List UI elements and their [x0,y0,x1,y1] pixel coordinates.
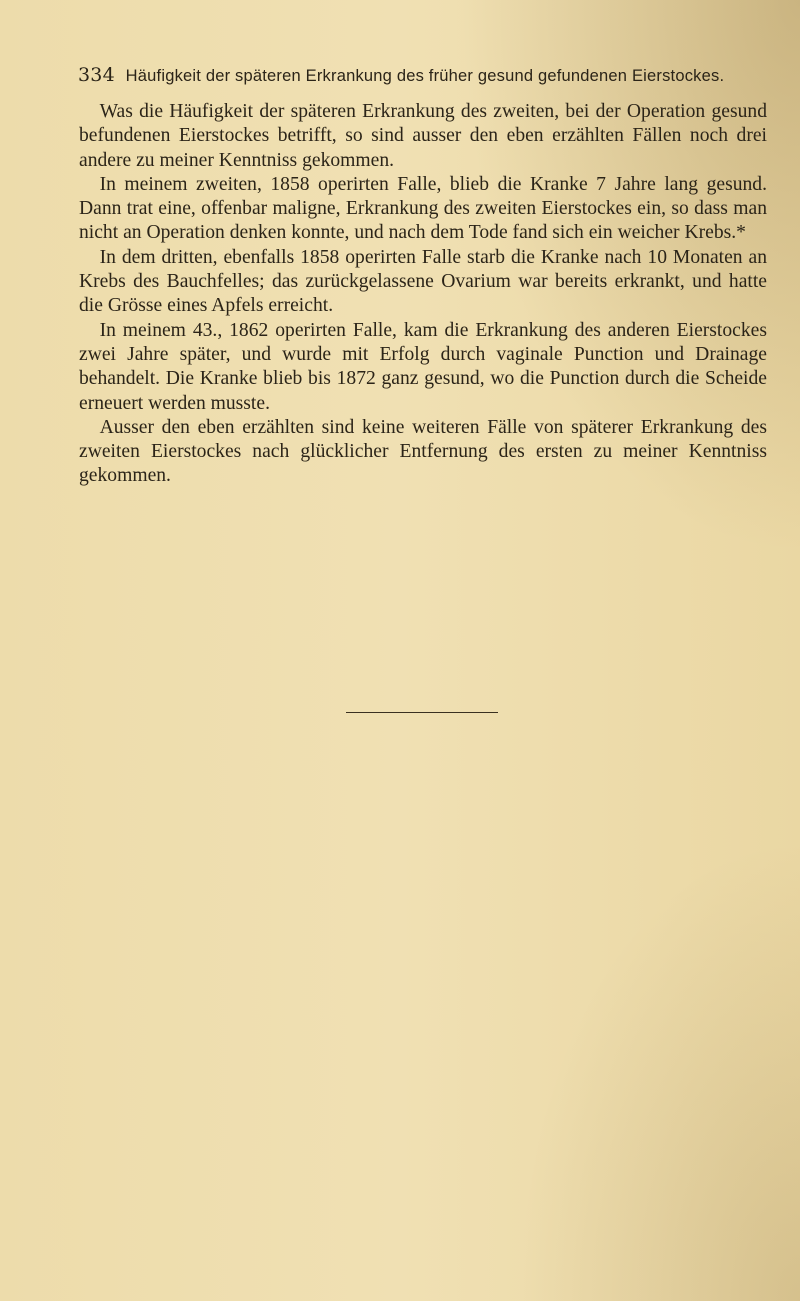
body-text [79,100,767,489]
paragraph: In meinem 43., 1862 operirten Falle, kam die Erkrankung des anderen Eierstockes zwei Jahre später, und wurde mit Erfolg durch vaginale Punction und Drainage behandelt. Die Kranke blieb bis 1872 ganz gesund, wo die Punction durch die Scheide erneuert werden musste. [79,319,767,414]
running-title: Häufigkeit der späteren Erkrankung des früher gesund gefundenen Eierstockes. [125,67,725,85]
paragraph: In dem dritten, ebenfalls 1858 operirten Falle starb die Kranke nach 10 Monaten an Krebs des Bauchfelles; das zurückgelassene Ovarium war bereits erkrankt, und hatte die Grösse eines Apfels erreicht. [79,246,767,317]
paragraph: Ausser den eben erzählten sind keine weiteren Fälle von späterer Erkrankung des zweiten Eierstockes nach glücklicher Entfernung des ersten zu meiner Kenntniss gekommen. [79,416,767,487]
section-divider [346,712,498,713]
paragraph: Was die Häufigkeit der späteren Erkrankung des zweiten, bei der Operation gesund befundenen Eierstockes betrifft, so sind ausser den eben erzählten Fällen noch drei andere zu meiner Kenntniss gekommen. [79,101,767,171]
paragraph: In meinem zweiten, 1858 operirten Falle, blieb die Kranke 7 Jahre lang gesund. Dann trat eine, offenbar maligne, Erkrankung des zweiten Eierstockes ein, so dass man nicht an Operation denken konnte, und nach dem Tode fand sich ein weicher Krebs.* [79,173,767,244]
page-number: 334 [78,64,115,86]
running-header [78,64,768,86]
